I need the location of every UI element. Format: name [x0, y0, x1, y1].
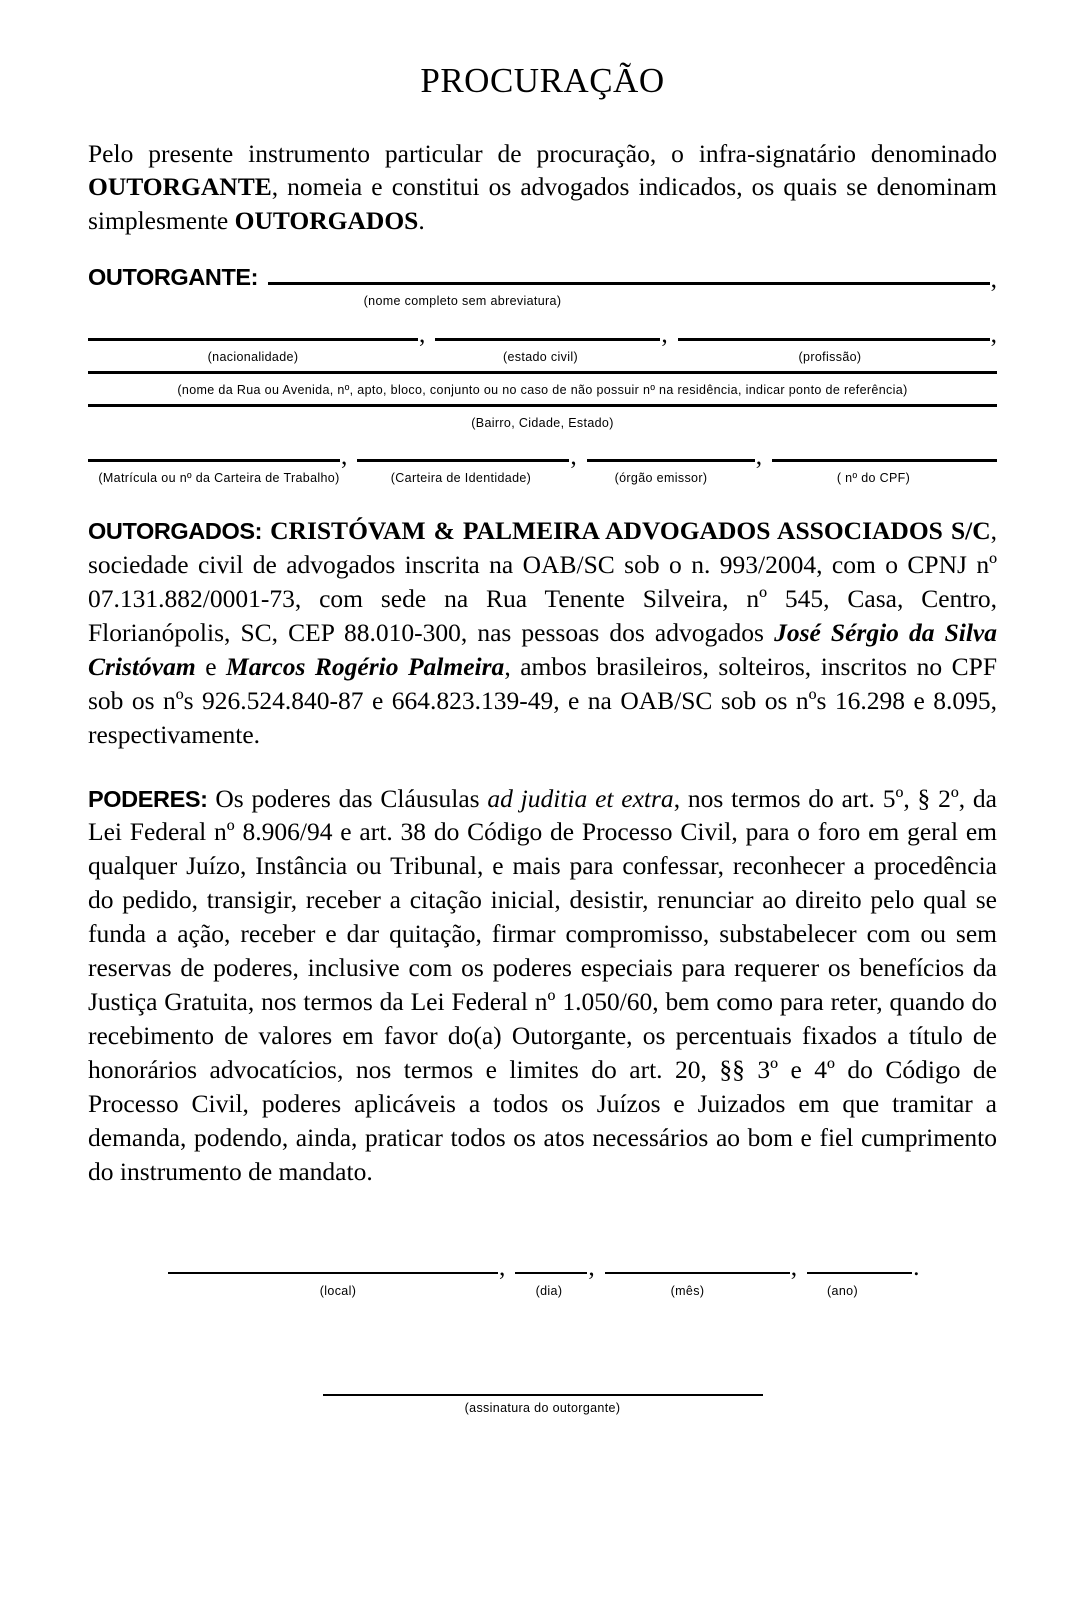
caption-estado-civil: (estado civil): [502, 349, 579, 364]
date-caption-row: [88, 1284, 997, 1299]
poderes-paragraph: [88, 782, 997, 1189]
profissao-input[interactable]: [678, 338, 990, 341]
intro-bold-outorgados: OUTORGADOS: [234, 206, 419, 236]
outorgados-label: OUTORGADOS:: [88, 518, 263, 545]
intro-text-part1: Pelo presente instrumento particular de procuração, o infra-signatário denominado: [88, 138, 997, 168]
comma-separator: ,: [990, 319, 997, 349]
poderes-text2: , nos termos do art. 5º, § 2º, da Lei Federal nº 8.906/94 e art. 38 do Código de Processo Civil, para o foro em geral em qualquer Juízo, Instância ou Tribunal, e mais para confessar, reconhecer a procedência do pedido, transigir, receber a citação inicial, desistir, renunciar ao direito pelo qual se funda a ação, receber e dar quitação, firmar compromisso, substabelecer com ou sem reservas de poderes, inclusive com os poderes especiais para requerer os benefícios da Justiça Gratuita, nos termos da Lei Federal nº 1.050/60, bem como para reter, quando do recebimento de valores em favor do(a) Outorgante, os percentuais fixados a título de honorários advocatícios, nos termos e limites do art. 20, §§ 3º e 4º do Código de Processo Civil, poderes aplicáveis a todos os Juízos e Juizados em que tramitar a demanda, podendo, ainda, praticar todos os atos necessários ao bom e fiel cumprimento do instrumento de mandato.: [88, 783, 997, 1186]
outorgante-name-input[interactable]: [268, 282, 990, 285]
caption-profissao: (profissão): [798, 349, 862, 364]
intro-bold-outorgante: OUTORGANTE: [88, 172, 272, 202]
caption-assinatura: (assinatura do outorgante): [464, 1400, 621, 1415]
caption-mes: (mês): [670, 1283, 705, 1298]
outorgante-documents-caption-row: [88, 471, 997, 486]
caption-identidade: (Carteira de Identidade): [390, 471, 532, 486]
caption-dia: (dia): [535, 1283, 563, 1298]
bairro-cidade-estado-input[interactable]: [88, 404, 997, 407]
caption-endereco: (nome da Rua ou Avenida, nº, apto, bloco, conjunto ou no caso de não possuir nº na residência, indicar ponto de referência): [177, 382, 908, 397]
intro-text-part3: .: [418, 206, 425, 236]
outorgados-paragraph: [88, 514, 997, 751]
mes-input[interactable]: [605, 1272, 790, 1274]
signature-input[interactable]: [323, 1394, 763, 1396]
local-input[interactable]: [168, 1272, 498, 1274]
period-separator: .: [913, 1252, 920, 1282]
intro-paragraph: [88, 137, 997, 239]
outorgados-firm-name: CRISTÓVAM & PALMEIRA ADVOGADOS ASSOCIADOS S/C: [270, 516, 991, 546]
caption-orgao-emissor: (órgão emissor): [614, 471, 708, 486]
outorgante-personal-caption-row: [88, 350, 997, 365]
caption-ano: (ano): [827, 1283, 858, 1298]
orgao-emissor-input[interactable]: [587, 459, 755, 462]
comma-separator: ,: [790, 1252, 798, 1282]
outorgados-text2: , ambos brasileiros, solteiros, inscritos no CPF sob os nºs 926.524.840-87 e 664.823.139-49, e na OAB/SC sob os nºs 16.298 e 8.095, respectivamente.: [88, 651, 997, 749]
comma-separator: ,: [661, 319, 668, 349]
comma-separator: ,: [419, 319, 426, 349]
signature-area: [88, 1394, 997, 1415]
outorgados-conjunction: e: [195, 651, 227, 681]
poderes-text1: Os poderes das Cláusulas: [207, 783, 488, 813]
poderes-label: PODERES:: [88, 785, 208, 812]
date-area: [88, 1254, 997, 1299]
comma-separator: ,: [990, 263, 997, 293]
caption-nome-completo: (nome completo sem abreviatura): [363, 294, 562, 309]
comma-separator: ,: [499, 1252, 506, 1282]
outorgante-form-block: [88, 264, 997, 486]
outorgante-label: OUTORGANTE:: [88, 264, 259, 291]
estado-civil-input[interactable]: [435, 338, 660, 341]
page-title: PROCURAÇÃO: [420, 61, 665, 100]
outorgante-personal-row: [88, 321, 997, 347]
comma-separator: ,: [341, 440, 348, 470]
cpf-input[interactable]: [772, 459, 997, 462]
identidade-input[interactable]: [357, 459, 569, 462]
caption-matricula: (Matrícula ou nº da Carteira de Trabalho): [98, 471, 340, 486]
outorgante-address-caption-row: [88, 383, 997, 398]
caption-cpf: ( nº do CPF): [836, 471, 911, 486]
ano-input[interactable]: [807, 1272, 912, 1274]
outorgante-city-row: [88, 410, 997, 413]
outorgante-documents-row: [88, 440, 997, 470]
nacionalidade-input[interactable]: [88, 338, 418, 341]
outorgados-lawyer-1: José Sérgio da Silva Cristóvam: [88, 617, 998, 681]
outorgante-name-caption-row: [88, 294, 997, 309]
outorgados-lawyer-2: Marcos Rogério Palmeira: [226, 651, 505, 681]
outorgante-name-row: [88, 264, 997, 291]
dia-input[interactable]: [515, 1272, 587, 1274]
caption-nacionalidade: (nacionalidade): [207, 349, 299, 364]
endereco-input[interactable]: [88, 371, 997, 374]
outorgante-city-caption-row: [88, 416, 997, 431]
caption-bairro: (Bairro, Cidade, Estado): [471, 415, 614, 430]
outorgados-text1: , sociedade civil de advogados inscrita na OAB/SC sob o n. 993/2004, com o CPNJ nº 07.131.882/0001-73, com sede na Rua Tenente Silveira, nº 545, Casa, Centro, Florianópolis, SC, CEP 88.010-300, nas pessoas dos advogados: [88, 516, 997, 647]
comma-separator: ,: [755, 440, 763, 470]
intro-text-part2: , nomeia e constitui os advogados indicados, os quais se denominam simplesmente: [88, 172, 997, 236]
comma-separator: ,: [588, 1252, 595, 1282]
comma-separator: ,: [570, 440, 577, 470]
date-row: [88, 1254, 997, 1280]
poderes-latin-phrase: ad juditia et extra: [487, 783, 674, 813]
outorgante-address-row: [88, 377, 997, 380]
caption-local: (local): [319, 1283, 357, 1298]
matricula-input[interactable]: [88, 459, 340, 462]
